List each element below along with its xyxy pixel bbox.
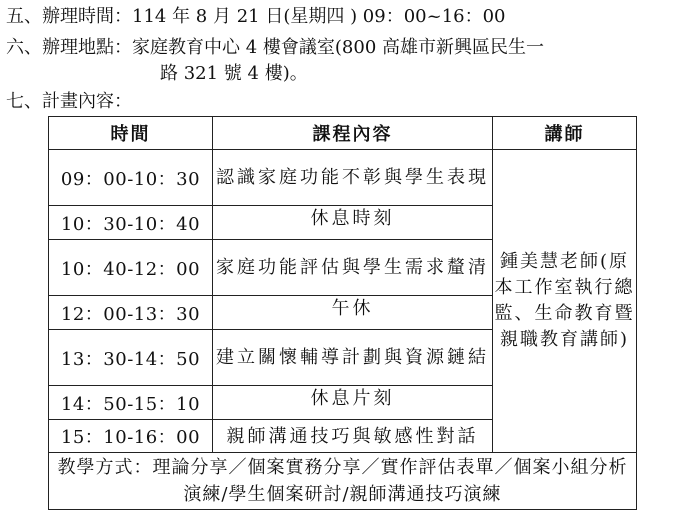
item-5-schedule-time: 五、辦理時間：114 年 8 月 21 日(星期四 ) 09：00~16：00	[6, 6, 506, 27]
row-time: 12：00-13：30	[49, 296, 213, 330]
course-schedule-table	[48, 116, 637, 510]
row-time: 10：30-10：40	[49, 206, 213, 240]
item-7-plan-heading: 七、計畫內容：	[6, 91, 132, 112]
item-6-venue: 六、辦理地點：家庭教育中心 4 樓會議室(800 高雄市新興區民生一	[6, 37, 544, 58]
row-course: 親師溝通技巧與敏感性對話	[213, 420, 493, 453]
row-time: 15：10-16：00	[49, 420, 213, 453]
table-header-row	[49, 117, 637, 150]
header-course: 課程內容	[213, 117, 493, 150]
row-course: 休息時刻	[213, 206, 493, 240]
row-course: 休息片刻	[213, 386, 493, 420]
method-row	[49, 453, 637, 510]
row-time: 09：00-10：30	[49, 150, 213, 206]
row-time: 10：40-12：00	[49, 240, 213, 296]
item-6-venue-continued: 路 321 號 4 樓)。	[160, 63, 308, 84]
header-teacher: 講師	[493, 117, 637, 150]
row-course: 午休	[213, 296, 493, 330]
row-course: 家庭功能評估與學生需求釐清	[213, 240, 493, 296]
row-course: 建立關懷輔導計劃與資源鏈結	[213, 330, 493, 386]
row-time: 14：50-15：10	[49, 386, 213, 420]
header-time: 時間	[49, 117, 213, 150]
row-time: 13：30-14：50	[49, 330, 213, 386]
teacher-cell: 鍾美慧老師(原本工作室執行總監、生命教育暨親職教育講師)	[493, 150, 637, 453]
teaching-method: 教學方式：理論分享／個案實務分享／實作評估表單／個案小組分析演練/學生個案研討/親師溝通技巧演練	[49, 453, 637, 510]
row-course: 認識家庭功能不彰與學生表現	[213, 150, 493, 206]
table-row	[49, 150, 637, 206]
